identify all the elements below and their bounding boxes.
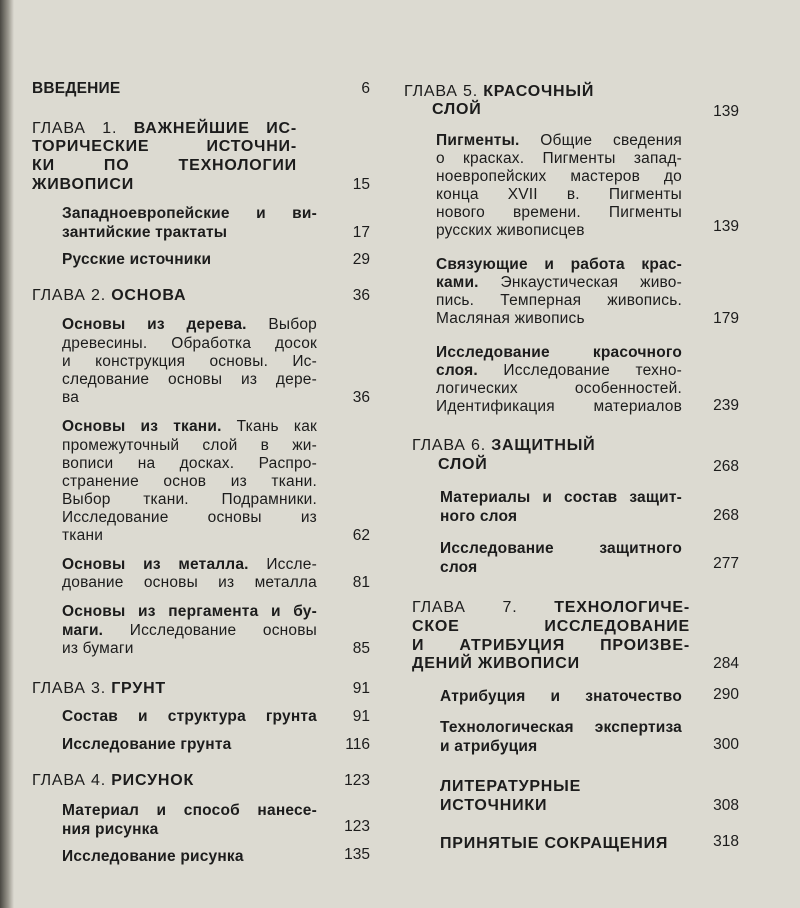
- section-title-line: ВВЕДЕНИЕ: [32, 80, 121, 97]
- page-number: 6: [361, 80, 370, 97]
- chapter-heading-line: ДЕНИЙ ЖИВОПИСИ: [412, 655, 580, 672]
- section-title-line: Материал и способ нанесе-: [62, 802, 317, 819]
- page-number: 91: [352, 708, 370, 725]
- section-title-line: Материалы и состав защит-: [440, 489, 682, 506]
- chapter-heading-line: ЛИТЕРАТУРНЫЕ: [440, 778, 582, 795]
- section-title-line: о красках. Пигменты запад-: [436, 150, 682, 167]
- section-title-line: дование основы из металла: [62, 574, 317, 591]
- section-title-line: Исследование красочного: [436, 344, 682, 361]
- section-title-line: зантийские трактаты: [62, 224, 228, 241]
- section-title-line: пись. Темперная живопись.: [436, 292, 682, 309]
- page-number: 81: [352, 574, 370, 591]
- page-number: 123: [344, 818, 370, 835]
- section-title-line: Пигменты. Общие сведения: [436, 132, 682, 149]
- page-number: 139: [713, 218, 739, 235]
- section-title-line: ва: [62, 389, 80, 406]
- section-title-line: и атрибуция: [440, 738, 538, 755]
- section-title-line: Основы из пергамента и бу-: [62, 603, 317, 620]
- section-title-line: Основы из ткани. Ткань как: [62, 418, 317, 435]
- page-number: 179: [713, 310, 739, 327]
- section-title-line: промежуточный слой в жи-: [62, 437, 317, 454]
- section-title-line: конца XVII в. Пигменты: [436, 186, 682, 203]
- page-number: 277: [713, 555, 739, 572]
- chapter-heading-line: ГЛАВА 7. ТЕХНОЛОГИЧЕ-: [412, 599, 690, 616]
- section-title-line: Западноевропейские и ви-: [62, 205, 317, 222]
- section-title-line: и конструкция основы. Ис-: [62, 353, 317, 370]
- page-number: 135: [344, 846, 370, 863]
- page-number: 116: [345, 736, 370, 753]
- page-number: 308: [713, 797, 739, 814]
- page-number: 62: [352, 527, 370, 544]
- page-number: 300: [713, 736, 739, 753]
- chapter-heading-line: ГЛАВА 6. ЗАЩИТНЫЙ: [412, 437, 596, 454]
- section-title-line: Основы из дерева. Выбор: [62, 316, 317, 333]
- section-title-line: слоя: [440, 559, 478, 576]
- page-number: 318: [713, 833, 739, 850]
- section-title-line: Исследование защитного: [440, 540, 682, 557]
- chapter-heading-line: ГЛАВА 5. КРАСОЧНЫЙ: [404, 83, 595, 100]
- page-number: 91: [352, 680, 370, 697]
- page-number: 139: [713, 103, 739, 120]
- page-number: 36: [352, 389, 370, 406]
- chapter-heading-line: КИ ПО ТЕХНОЛОГИИ: [32, 157, 297, 174]
- chapter-heading-line: ПРИНЯТЫЕ СОКРАЩЕНИЯ: [440, 835, 669, 852]
- section-title-line: Выбор ткани. Подрамники.: [62, 491, 317, 508]
- section-title-line: Состав и структура грунта: [62, 708, 317, 725]
- page-number: 29: [352, 251, 370, 268]
- section-title-line: ткани: [62, 527, 104, 544]
- section-title-line: следование основы из дере-: [62, 371, 317, 388]
- chapter-heading-line: ТОРИЧЕСКИЕ ИСТОЧНИ-: [32, 138, 297, 155]
- page-number: 239: [713, 397, 739, 414]
- section-title-line: ноевропейских мастеров до: [436, 168, 682, 185]
- section-title-line: Исследование грунта: [62, 736, 232, 753]
- page-number: 15: [352, 176, 370, 193]
- page-number: 290: [713, 686, 739, 703]
- section-title-line: Идентификация материалов: [436, 398, 682, 415]
- chapter-heading-line: И АТРИБУЦИЯ ПРОИЗВЕ-: [412, 637, 690, 654]
- section-title-line: древесины. Обработка досок: [62, 335, 317, 352]
- section-title-line: маги. Исследование основы: [62, 622, 317, 639]
- section-title-line: Исследование рисунка: [62, 848, 244, 865]
- page-number: 268: [713, 458, 739, 475]
- section-title-line: ного слоя: [440, 508, 518, 525]
- page-number: 36: [352, 287, 370, 304]
- chapter-heading-line: ЖИВОПИСИ: [32, 176, 135, 193]
- chapter-heading-line: СКОЕ ИССЛЕДОВАНИЕ: [412, 618, 690, 635]
- section-title-line: ния рисунка: [62, 821, 159, 838]
- page-number: 268: [713, 507, 739, 524]
- page-number: 17: [352, 224, 370, 241]
- chapter-heading-line: ГЛАВА 1. ВАЖНЕЙШИЕ ИС-: [32, 120, 298, 137]
- section-title-line: из бумаги: [62, 640, 134, 657]
- section-title-line: логических особенностей.: [436, 380, 682, 397]
- chapter-heading-line: СЛОЙ: [432, 101, 482, 118]
- section-title-line: русских живописцев: [436, 222, 585, 239]
- page-edge: [0, 0, 14, 908]
- chapter-heading-line: СЛОЙ: [438, 456, 488, 473]
- chapter-heading-line: ГЛАВА 4. РИСУНОК: [32, 772, 195, 789]
- section-title-line: странение основ из ткани.: [62, 473, 317, 490]
- section-title-line: Технологическая экспертиза: [440, 719, 682, 736]
- chapter-heading-line: ГЛАВА 3. ГРУНТ: [32, 680, 166, 697]
- section-title-line: слоя. Исследование техно-: [436, 362, 682, 379]
- section-title-line: ками. Энкаустическая живо-: [436, 274, 682, 291]
- section-title-line: Масляная живопись: [436, 310, 585, 327]
- chapter-heading-line: ИСТОЧНИКИ: [440, 797, 548, 814]
- section-title-line: Основы из металла. Иссле-: [62, 556, 317, 573]
- chapter-heading-line: ГЛАВА 2. ОСНОВА: [32, 287, 187, 304]
- section-title-line: нового времени. Пигменты: [436, 204, 682, 221]
- page-number: 123: [344, 772, 370, 789]
- section-title-line: Атрибуция и знаточество: [440, 688, 682, 705]
- section-title-line: Русские источники: [62, 251, 212, 268]
- section-title-line: Исследование основы из: [62, 509, 317, 526]
- page-number: 284: [713, 655, 739, 672]
- section-title-line: Связующие и работа крас-: [436, 256, 682, 273]
- page-number: 85: [352, 640, 370, 657]
- section-title-line: вописи на досках. Распро-: [62, 455, 317, 472]
